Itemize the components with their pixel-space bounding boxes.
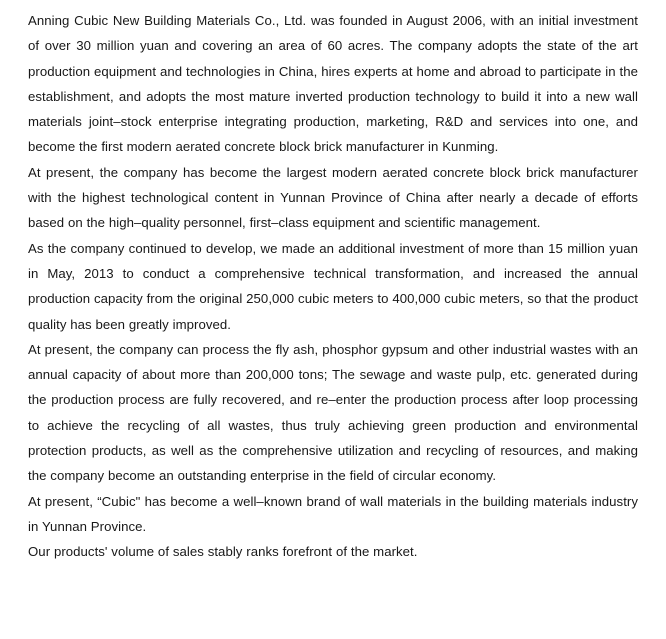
paragraph-current-status: At present, the company has become the largest modern aerated concrete block brick manufacturer with the highest technological content in Yunnan Province of China after nearly a decade of efforts based on the high–quality personnel, first–class equipment and scientific management. [28, 164, 638, 231]
paragraph-company-founding: Anning Cubic New Building Materials Co., Ltd. was founded in August 2006, with an initial investment of over 30 million yuan and covering an area of 60 acres. The company adopts the state of the art production equipment and technologies in China, hires experts at home and abroad to participate in the establishment, and adopts the most mature inverted production technology to build it into a new wall materials joint–stock enterprise integrating production, marketing, R&D and services into one, and become the first modern aerated concrete block brick manufacturer in Kunming. [28, 13, 638, 155]
paragraph-expansion-investment: As the company continued to develop, we made an additional investment of more than 15 million yuan in May, 2013 to conduct a comprehensive technical transformation, and increased the annual production capacity from the original 250,000 cubic meters to 400,000 cubic meters, so that the product quality has been greatly improved. [28, 240, 638, 332]
paragraph-sales-volume: Our products' volume of sales stably ranks forefront of the market. [28, 544, 418, 560]
paragraph-brand-recognition: At present, “Cubic" has become a well–known brand of wall materials in the building materials industry in Yunnan Province. [28, 493, 638, 534]
paragraph-waste-processing: At present, the company can process the fly ash, phosphor gypsum and other industrial wastes with an annual capacity of about more than 200,000 tons; The sewage and waste pulp, etc. generated during the production process are fully recovered, and re–enter the production process after loop processing to achieve the recycling of all wastes, thus truly achieving green production and environmental protection products, as well as the comprehensive utilization and recycling of resources, and making the company become an outstanding enterprise in the field of circular economy. [28, 341, 638, 484]
